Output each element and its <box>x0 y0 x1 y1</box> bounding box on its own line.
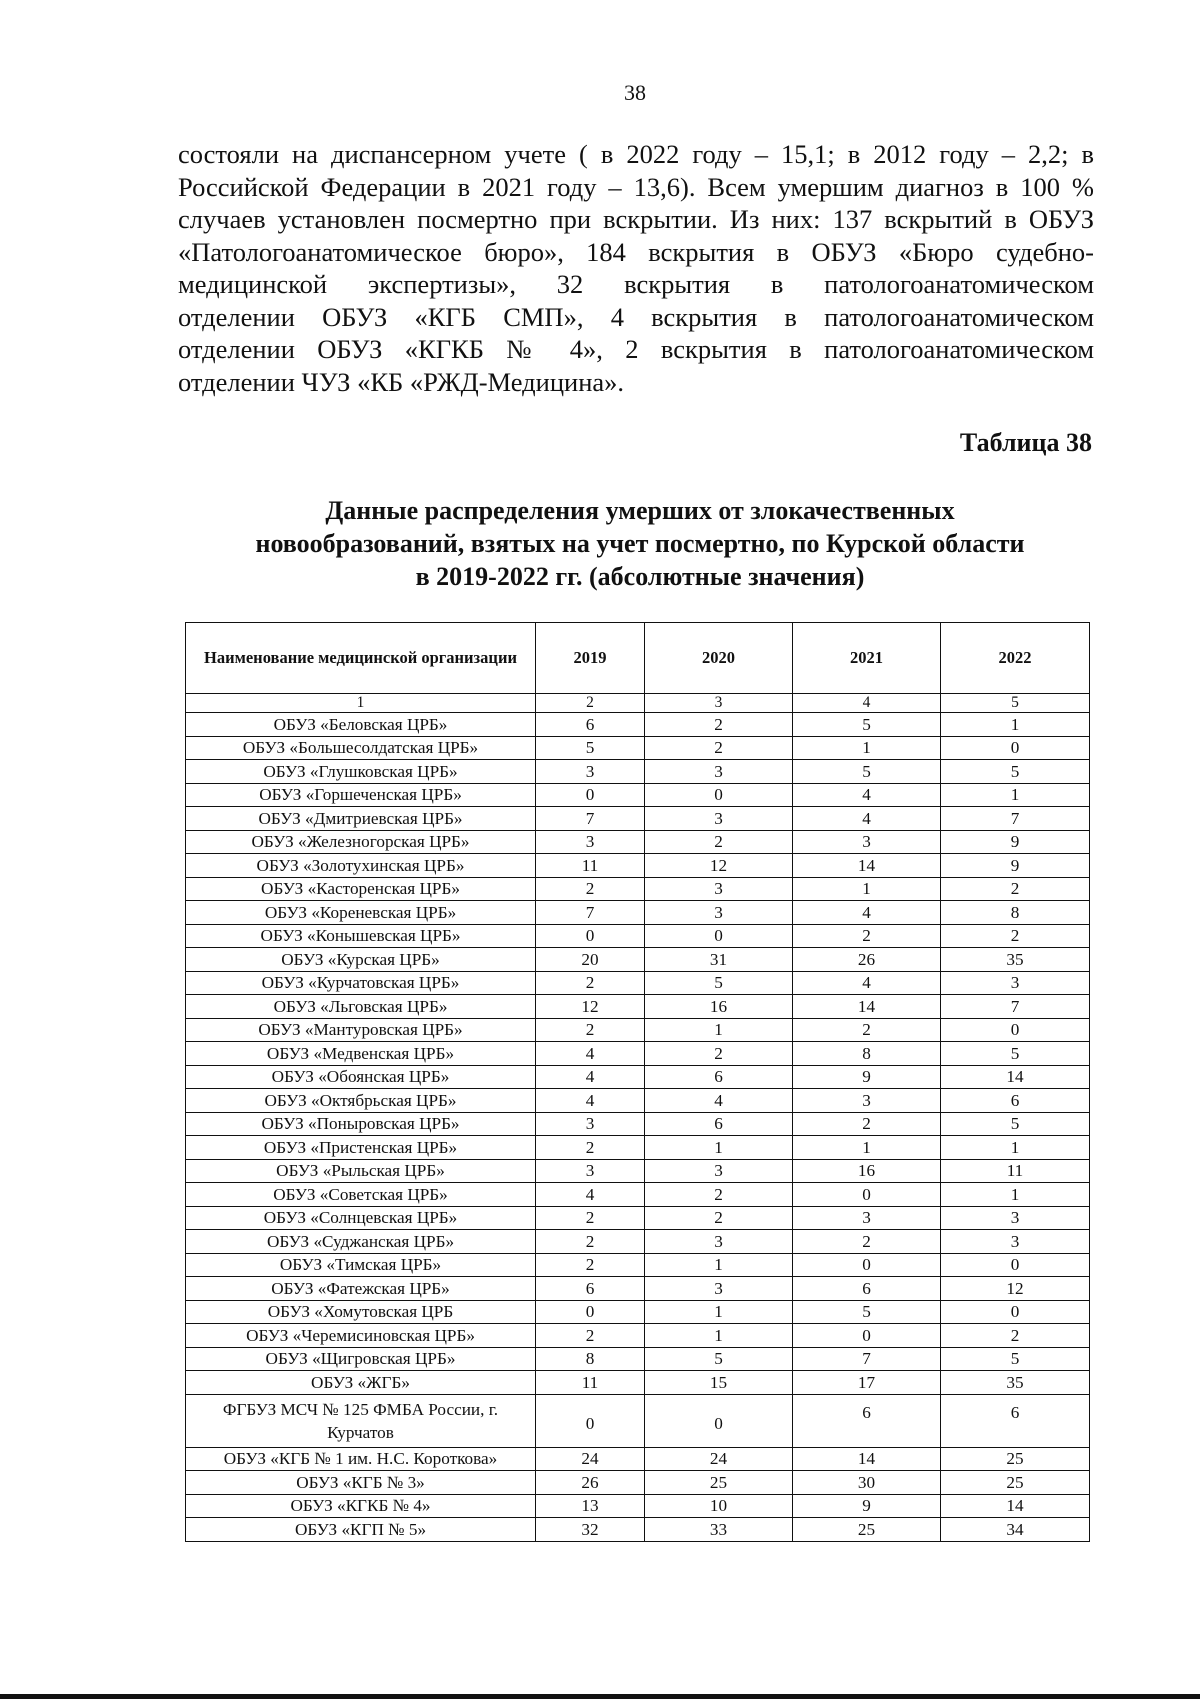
table-row <box>186 1518 1090 1542</box>
value-cell: 14 <box>793 1447 941 1471</box>
organization-name-cell: ОБУЗ «Суджанская ЦРБ» <box>186 1230 536 1254</box>
value-cell: 6 <box>645 1065 793 1089</box>
paragraph-line: «Патологоанатомическое бюро», 184 вскрытия в ОБУЗ «Бюро судебно- <box>178 236 1094 267</box>
value-cell: 1 <box>645 1300 793 1324</box>
table-row <box>186 1324 1090 1348</box>
organization-name-cell: ОБУЗ «Железногорская ЦРБ» <box>186 830 536 854</box>
value-cell: 2 <box>793 924 941 948</box>
table-row <box>186 1230 1090 1254</box>
value-cell: 15 <box>645 1371 793 1395</box>
value-cell: 24 <box>645 1447 793 1471</box>
organization-name-cell: ОБУЗ «Горшеченская ЦРБ» <box>186 783 536 807</box>
value-cell: 12 <box>645 854 793 878</box>
value-cell: 9 <box>793 1494 941 1518</box>
value-cell: 2 <box>645 1183 793 1207</box>
table-row <box>186 1300 1090 1324</box>
value-cell: 5 <box>645 1347 793 1371</box>
value-cell: 1 <box>793 1136 941 1160</box>
value-cell: 24 <box>536 1447 645 1471</box>
index-cell: 3 <box>645 694 793 713</box>
value-cell: 8 <box>793 1042 941 1066</box>
value-cell: 16 <box>645 995 793 1019</box>
organization-name-cell: ОБУЗ «Льговская ЦРБ» <box>186 995 536 1019</box>
value-cell: 1 <box>941 1183 1090 1207</box>
value-cell: 3 <box>793 830 941 854</box>
value-cell: 3 <box>645 760 793 784</box>
value-cell: 3 <box>645 1277 793 1301</box>
paragraph-line: отделении ЧУЗ «КБ «РЖД-Медицина». <box>178 366 625 397</box>
table-row <box>186 1371 1090 1395</box>
value-cell: 0 <box>941 736 1090 760</box>
paragraph-line: состояли на диспансерном учете ( в 2022 году – 15,1; в 2012 году – 2,2; в <box>178 139 1094 169</box>
table-row <box>186 1253 1090 1277</box>
value-cell: 3 <box>941 1206 1090 1230</box>
value-cell: 2 <box>645 1042 793 1066</box>
value-cell: 7 <box>941 995 1090 1019</box>
value-cell: 0 <box>536 783 645 807</box>
value-cell: 4 <box>793 901 941 925</box>
value-cell: 0 <box>793 1324 941 1348</box>
table-row <box>186 1494 1090 1518</box>
value-cell: 4 <box>536 1065 645 1089</box>
value-cell: 2 <box>793 1112 941 1136</box>
value-cell: 6 <box>793 1277 941 1301</box>
value-cell: 4 <box>536 1183 645 1207</box>
table-row <box>186 901 1090 925</box>
value-cell: 5 <box>941 1112 1090 1136</box>
table-row <box>186 1206 1090 1230</box>
value-cell: 0 <box>536 924 645 948</box>
value-cell: 6 <box>536 1277 645 1301</box>
value-cell: 4 <box>536 1089 645 1113</box>
value-cell: 7 <box>536 901 645 925</box>
table-row <box>186 971 1090 995</box>
value-cell: 4 <box>793 971 941 995</box>
value-cell: 1 <box>793 736 941 760</box>
value-cell: 3 <box>793 1206 941 1230</box>
table-row <box>186 1277 1090 1301</box>
value-cell: 35 <box>941 948 1090 972</box>
value-cell: 1 <box>941 1136 1090 1160</box>
value-cell: 5 <box>793 1300 941 1324</box>
organization-name-cell: ОБУЗ «Золотухинская ЦРБ» <box>186 854 536 878</box>
table-title-line: в 2019-2022 гг. (абсолютные значения) <box>415 562 865 591</box>
organization-name-cell: ОБУЗ «КГБ № 3» <box>186 1471 536 1495</box>
table-row <box>186 1112 1090 1136</box>
organization-name-cell: ОБУЗ «КГКБ № 4» <box>186 1494 536 1518</box>
value-cell: 5 <box>536 736 645 760</box>
value-cell: 3 <box>645 1230 793 1254</box>
organization-name-cell: ОБУЗ «Черемисиновская ЦРБ» <box>186 1324 536 1348</box>
value-cell: 2 <box>536 1018 645 1042</box>
body-paragraph <box>178 138 1094 398</box>
value-cell: 6 <box>645 1112 793 1136</box>
value-cell: 34 <box>941 1518 1090 1542</box>
value-cell: 3 <box>645 807 793 831</box>
value-cell: 4 <box>645 1089 793 1113</box>
value-cell: 16 <box>793 1159 941 1183</box>
value-cell: 1 <box>941 783 1090 807</box>
value-cell: 4 <box>536 1042 645 1066</box>
table-row <box>186 854 1090 878</box>
organization-name-cell: ОБУЗ «Беловская ЦРБ» <box>186 713 536 737</box>
value-cell: 2 <box>793 1230 941 1254</box>
table-label: Таблица 38 <box>959 428 1092 457</box>
table-row <box>186 1018 1090 1042</box>
table-row <box>186 1471 1090 1495</box>
value-cell: 11 <box>536 854 645 878</box>
index-cell: 2 <box>536 694 645 713</box>
value-cell: 2 <box>536 971 645 995</box>
table-row <box>186 1136 1090 1160</box>
value-cell: 2 <box>645 1206 793 1230</box>
organization-name-cell: ОБУЗ «Пристенская ЦРБ» <box>186 1136 536 1160</box>
value-cell: 6 <box>536 713 645 737</box>
value-cell: 9 <box>941 854 1090 878</box>
value-cell: 3 <box>645 1159 793 1183</box>
value-cell: 1 <box>941 713 1090 737</box>
value-cell: 3 <box>645 901 793 925</box>
value-cell: 2 <box>793 1018 941 1042</box>
value-cell: 17 <box>793 1371 941 1395</box>
value-cell: 3 <box>536 830 645 854</box>
value-cell: 9 <box>941 830 1090 854</box>
organization-name-cell: ОБУЗ «Хомутовская ЦРБ <box>186 1300 536 1324</box>
value-cell: 31 <box>645 948 793 972</box>
organization-name-cell: ОБУЗ «Мантуровская ЦРБ» <box>186 1018 536 1042</box>
value-cell: 5 <box>645 971 793 995</box>
value-cell: 2 <box>536 877 645 901</box>
table-body <box>186 694 1090 1542</box>
organization-name-cell: ОБУЗ «Большесолдатская ЦРБ» <box>186 736 536 760</box>
table-row <box>186 783 1090 807</box>
value-cell: 35 <box>941 1371 1090 1395</box>
organization-name-cell: ОБУЗ «Курчатовская ЦРБ» <box>186 971 536 995</box>
value-cell: 5 <box>941 760 1090 784</box>
organization-name-cell: ОБУЗ «Глушковская ЦРБ» <box>186 760 536 784</box>
value-cell: 2 <box>536 1253 645 1277</box>
organization-name-cell: ОБУЗ «Курская ЦРБ» <box>186 948 536 972</box>
table-row <box>186 1183 1090 1207</box>
value-cell: 2 <box>536 1324 645 1348</box>
table-row <box>186 924 1090 948</box>
table-row <box>186 1159 1090 1183</box>
value-cell: 7 <box>941 807 1090 831</box>
paragraph-line: Российской Федерации в 2021 году – 13,6). Всем умершим диагноз в 100 % <box>178 171 1094 202</box>
value-cell: 12 <box>536 995 645 1019</box>
value-cell: 1 <box>645 1324 793 1348</box>
organization-name-cell: ОБУЗ «Дмитриевская ЦРБ» <box>186 807 536 831</box>
page-number: 38 <box>624 80 646 105</box>
value-cell: 2 <box>941 1324 1090 1348</box>
value-cell: 3 <box>793 1089 941 1113</box>
organization-name-cell: ОБУЗ «Фатежская ЦРБ» <box>186 1277 536 1301</box>
value-cell: 2 <box>645 830 793 854</box>
value-cell: 0 <box>645 783 793 807</box>
value-cell: 6 <box>941 1394 1090 1447</box>
value-cell: 1 <box>645 1136 793 1160</box>
organization-name-cell: ФГБУЗ МСЧ № 125 ФМБА России, г. Курчатов <box>186 1394 536 1447</box>
table-row <box>186 736 1090 760</box>
table-title-line: новообразований, взятых на учет посмертно, по Курской области <box>255 529 1025 558</box>
value-cell: 14 <box>941 1065 1090 1089</box>
table-row <box>186 1347 1090 1371</box>
value-cell: 4 <box>793 783 941 807</box>
index-cell: 4 <box>793 694 941 713</box>
value-cell: 30 <box>793 1471 941 1495</box>
value-cell: 8 <box>536 1347 645 1371</box>
index-cell: 1 <box>186 694 536 713</box>
value-cell: 14 <box>941 1494 1090 1518</box>
value-cell: 0 <box>645 924 793 948</box>
value-cell: 6 <box>941 1089 1090 1113</box>
value-cell: 33 <box>645 1518 793 1542</box>
header-2021: 2021 <box>793 623 941 694</box>
organization-name-cell: ОБУЗ «Советская ЦРБ» <box>186 1183 536 1207</box>
value-cell: 20 <box>536 948 645 972</box>
organization-name-cell: ОБУЗ «КГБ № 1 им. Н.С. Короткова» <box>186 1447 536 1471</box>
table-row <box>186 1447 1090 1471</box>
value-cell: 1 <box>645 1018 793 1042</box>
organization-name-cell: ОБУЗ «Касторенская ЦРБ» <box>186 877 536 901</box>
value-cell: 11 <box>941 1159 1090 1183</box>
table-row <box>186 1394 1090 1447</box>
value-cell: 2 <box>941 877 1090 901</box>
value-cell: 3 <box>941 1230 1090 1254</box>
value-cell: 7 <box>793 1347 941 1371</box>
value-cell: 2 <box>536 1230 645 1254</box>
paragraph-line: медицинской экспертизы», 32 вскрытия в патологоанатомическом <box>178 269 1094 299</box>
value-cell: 25 <box>793 1518 941 1542</box>
index-cell: 5 <box>941 694 1090 713</box>
value-cell: 1 <box>645 1253 793 1277</box>
value-cell: 0 <box>793 1183 941 1207</box>
value-cell: 2 <box>536 1136 645 1160</box>
value-cell: 3 <box>941 971 1090 995</box>
value-cell: 7 <box>536 807 645 831</box>
value-cell: 14 <box>793 995 941 1019</box>
value-cell: 0 <box>941 1018 1090 1042</box>
organization-name-cell: ОБУЗ «Обоянская ЦРБ» <box>186 1065 536 1089</box>
page-bottom-border <box>0 1694 1200 1699</box>
organization-name-cell: ОБУЗ «Медвенская ЦРБ» <box>186 1042 536 1066</box>
organization-name-cell: ОБУЗ «Кореневская ЦРБ» <box>186 901 536 925</box>
paragraph-line: отделении ОБУЗ «КГБ СМП», 4 вскрытия в патологоанатомическом <box>178 301 1094 332</box>
value-cell: 9 <box>793 1065 941 1089</box>
paragraph-line: случаев установлен посмертно при вскрытии. Из них: 137 вскрытий в ОБУЗ <box>178 204 1094 234</box>
organization-name-cell: ОБУЗ «Поныровская ЦРБ» <box>186 1112 536 1136</box>
table-row <box>186 1065 1090 1089</box>
value-cell: 8 <box>941 901 1090 925</box>
value-cell: 12 <box>941 1277 1090 1301</box>
organization-name-cell: ОБУЗ «Октябрьская ЦРБ» <box>186 1089 536 1113</box>
paragraph-line: отделении ОБУЗ «КГКБ № 4», 2 вскрытия в патологоанатомическом <box>178 334 1094 364</box>
value-cell: 0 <box>536 1300 645 1324</box>
value-cell: 2 <box>941 924 1090 948</box>
value-cell: 0 <box>793 1253 941 1277</box>
header-organization: Наименование медицинской организации <box>186 623 536 694</box>
value-cell: 13 <box>536 1494 645 1518</box>
value-cell: 5 <box>941 1347 1090 1371</box>
value-cell: 2 <box>536 1206 645 1230</box>
table-row <box>186 713 1090 737</box>
value-cell: 0 <box>941 1253 1090 1277</box>
index-row <box>186 694 1090 713</box>
value-cell: 2 <box>645 736 793 760</box>
table-row <box>186 830 1090 854</box>
value-cell: 0 <box>941 1300 1090 1324</box>
table-row <box>186 877 1090 901</box>
value-cell: 3 <box>536 1112 645 1136</box>
table-title <box>160 494 1120 593</box>
value-cell: 5 <box>793 713 941 737</box>
organization-name-cell: ОБУЗ «КГП № 5» <box>186 1518 536 1542</box>
table-row <box>186 995 1090 1019</box>
organization-name-cell: ОБУЗ «Тимская ЦРБ» <box>186 1253 536 1277</box>
value-cell: 1 <box>793 877 941 901</box>
value-cell: 0 <box>536 1394 645 1447</box>
organization-name-cell: ОБУЗ «Солнцевская ЦРБ» <box>186 1206 536 1230</box>
value-cell: 25 <box>941 1471 1090 1495</box>
organization-name-cell: ОБУЗ «ЖГБ» <box>186 1371 536 1395</box>
mortality-table <box>185 622 1090 1542</box>
value-cell: 3 <box>645 877 793 901</box>
table-row <box>186 760 1090 784</box>
value-cell: 26 <box>536 1471 645 1495</box>
value-cell: 14 <box>793 854 941 878</box>
value-cell: 10 <box>645 1494 793 1518</box>
value-cell: 5 <box>941 1042 1090 1066</box>
value-cell: 32 <box>536 1518 645 1542</box>
value-cell: 3 <box>536 760 645 784</box>
value-cell: 4 <box>793 807 941 831</box>
header-2019: 2019 <box>536 623 645 694</box>
organization-name-cell: ОБУЗ «Щигровская ЦРБ» <box>186 1347 536 1371</box>
table-row <box>186 1042 1090 1066</box>
organization-name-cell: ОБУЗ «Рыльская ЦРБ» <box>186 1159 536 1183</box>
value-cell: 6 <box>793 1394 941 1447</box>
header-2022: 2022 <box>941 623 1090 694</box>
value-cell: 5 <box>793 760 941 784</box>
organization-name-cell: ОБУЗ «Конышевская ЦРБ» <box>186 924 536 948</box>
value-cell: 11 <box>536 1371 645 1395</box>
table-row <box>186 1089 1090 1113</box>
value-cell: 25 <box>645 1471 793 1495</box>
value-cell: 0 <box>645 1394 793 1447</box>
table-header-row <box>186 623 1090 694</box>
header-2020: 2020 <box>645 623 793 694</box>
value-cell: 25 <box>941 1447 1090 1471</box>
value-cell: 26 <box>793 948 941 972</box>
value-cell: 2 <box>645 713 793 737</box>
value-cell: 3 <box>536 1159 645 1183</box>
table-row <box>186 807 1090 831</box>
table-title-line: Данные распределения умерших от злокачественных <box>325 496 955 525</box>
table-row <box>186 948 1090 972</box>
